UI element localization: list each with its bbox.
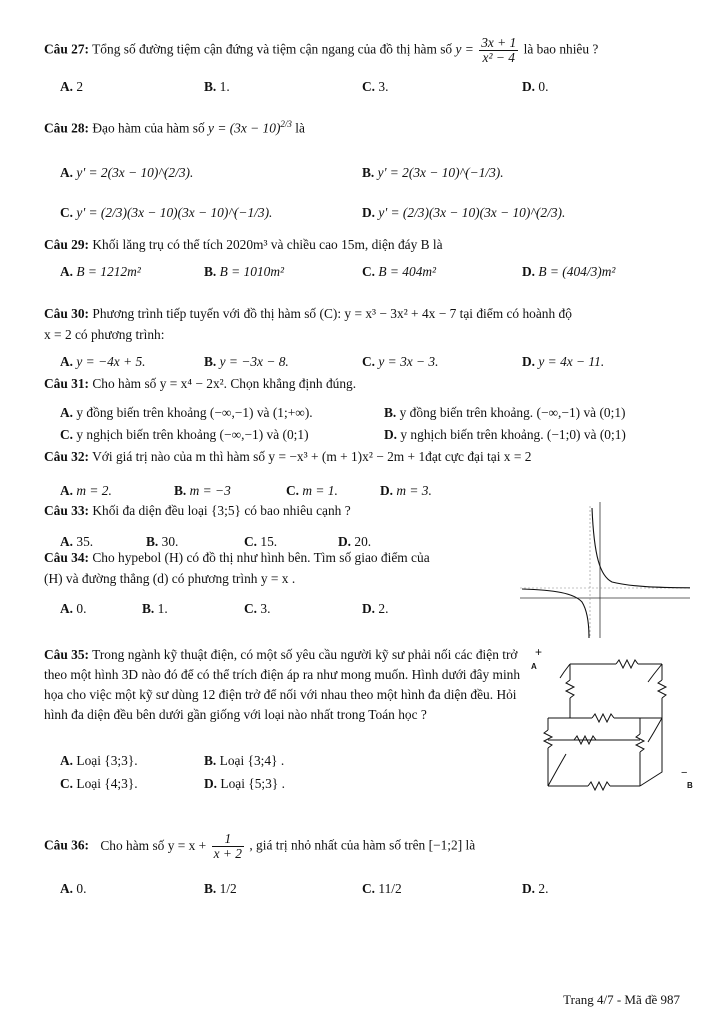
q36-option-a: A. 0. (60, 881, 87, 896)
resistor-front-bottom (588, 782, 610, 790)
q31-stem (44, 375, 356, 392)
q34-stem-line2: (H) và đường thẳng (d) có phương trình y = x . (44, 571, 296, 586)
q27-option-b: B. 1. (204, 79, 230, 94)
q30-stem-line1 (44, 305, 572, 322)
q33-option-a: A. 35. (60, 534, 94, 549)
hyperbola-left-branch (522, 589, 589, 638)
q34-option-a: A. 0. (60, 601, 87, 616)
resistor-front-right (636, 734, 644, 752)
resistor-cube-circuit (530, 642, 700, 802)
q34-stem-line1 (44, 549, 430, 566)
wire-back-bottom-extend (640, 718, 662, 786)
q30-option-b: B. y = −3x − 8. (204, 354, 289, 369)
page-footer: Trang 4/7 - Mã đề 987 (563, 992, 680, 1007)
q36-option-c: C. 11/2 (362, 881, 402, 896)
q28-exponent: 2/3 (280, 119, 292, 129)
q35-text: Trong ngành kỹ thuật điện, có một số yêu cầu người kỹ sư phải nối các điện trở theo một hình 3D nào đó để có thể trích điện áp ra như mong muốn. Hình dưới đây minh họa cho việc một kỹ sư dùng 12 điện trở để nối với nhau theo một hình đa diện đều. Hỏi hình đa diện đều bên dưới gần giống với loại nào nhất trong Toán học ? (44, 647, 521, 722)
resistor-back-bottom (592, 714, 614, 722)
q27-tail: là bao nhiêu ? (523, 41, 599, 57)
terminal-a-label: A (531, 662, 537, 671)
q27-denominator: x² − 4 (482, 50, 515, 65)
q32-label: Câu 32: (44, 449, 90, 464)
q36-numerator: 1 (212, 832, 244, 847)
q30-option-d: D. y = 4x − 11. (522, 354, 605, 369)
q28-label: Câu 28: (44, 120, 90, 136)
q28-text: Đạo hàm của hàm số (92, 120, 205, 136)
q35-option-a: A. Loại {3;3}. (60, 753, 138, 768)
q31-label: Câu 31: (44, 376, 90, 391)
q34-option-c: C. 3. (244, 601, 271, 616)
q35-label: Câu 35: (44, 647, 90, 662)
hyperbola-graph (514, 498, 694, 640)
q36-denominator: x + 2 (213, 846, 242, 861)
q27-option-a: A. 2 (60, 79, 84, 94)
q29-label: Câu 29: (44, 237, 90, 252)
q33-option-d: D. 20. (338, 534, 372, 549)
q27-stem (44, 36, 598, 65)
q27-numerator: 3x + 1 (481, 35, 517, 50)
q36-option-b: B. 1/2 (204, 881, 237, 896)
q28-option-c: C. y' = (2/3)(3x − 10)(3x − 10)^(−1/3). (60, 205, 273, 220)
q30-option-c: C. y = 3x − 3. (362, 354, 439, 369)
q28-tail: là (295, 120, 305, 136)
q31-option-b: B. y đồng biến trên khoảng. (−∞,−1) và (0;1) (384, 405, 626, 420)
q29-option-c: C. B = 404m² (362, 264, 437, 279)
resistor-back-right (658, 680, 666, 698)
q32-text: Với giá trị nào của m thì hàm số y = −x³ + (m + 1)x² − 2m + 1đạt cực đại tại x = 2 (92, 449, 532, 464)
q28-function: y = (3x − 10) (208, 120, 281, 136)
q28-option-d: D. y' = (2/3)(3x − 10)(3x − 10)^(2/3). (362, 205, 566, 220)
plus-terminal: + (535, 645, 543, 659)
q27-fraction (479, 36, 518, 65)
resistor-diagonal-br (648, 718, 662, 742)
q36-fraction (212, 832, 244, 861)
q33-text: Khối đa diện đều loại {3;5} có bao nhiêu cạnh ? (92, 503, 351, 518)
q33-option-b: B. 30. (146, 534, 179, 549)
q29-option-b: B. B = 1010m² (204, 264, 285, 279)
q33-label: Câu 33: (44, 503, 90, 518)
q28-option-b: B. y' = 2(3x − 10)^(−1/3). (362, 165, 504, 180)
resistor-back-left (566, 680, 574, 698)
q33-stem (44, 502, 351, 519)
resistor-diagonal-tl (560, 664, 570, 678)
q32-option-a: A. m = 2. (60, 483, 112, 498)
q33-option-c: C. 15. (244, 534, 278, 549)
q27-option-d: D. 0. (522, 79, 549, 94)
q31-option-c: C. y nghịch biến trên khoảng (−∞,−1) và (0;1) (60, 427, 309, 442)
q27-option-c: C. 3. (362, 79, 389, 94)
q29-option-a: A. B = 1212m² (60, 264, 141, 279)
q34-text1: Cho hypebol (H) có đồ thị như hình bên. Tìm số giao điểm của (92, 550, 430, 565)
minus-terminal: − (681, 767, 688, 779)
q35-option-b: B. Loại {3;4} . (204, 753, 285, 768)
q34-option-b: B. 1. (142, 601, 168, 616)
q28-stem (44, 116, 305, 136)
q32-stem (44, 448, 531, 465)
q36-label: Câu 36: (44, 837, 90, 853)
q34-label: Câu 34: (44, 550, 90, 565)
q36-stem (44, 832, 475, 861)
q27-text: Tổng số đường tiệm cận đứng và tiệm cận ngang của đồ thị hàm số (92, 41, 453, 57)
q30-text1: Phương trình tiếp tuyến với đồ thị hàm số (C): y = x³ − 3x² + 4x − 7 tại điểm có hoành độ (92, 306, 572, 321)
q36-option-d: D. 2. (522, 881, 549, 896)
q31-option-a: A. y đồng biến trên khoảng (−∞,−1) và (1;+∞). (60, 405, 313, 420)
q29-stem (44, 236, 443, 253)
q30-label: Câu 30: (44, 306, 90, 321)
q31-option-d: D. y nghịch biến trên khoảng. (−1;0) và (0;1) (384, 427, 626, 442)
resistor-diagonal-tr (648, 664, 662, 682)
resistor-diagonal-bl (548, 754, 566, 786)
q29-option-d: D. B = (404/3)m² (522, 264, 616, 279)
q34-option-d: D. 2. (362, 601, 389, 616)
q27-fn-left: y = (455, 41, 474, 57)
q32-option-c: C. m = 1. (286, 483, 338, 498)
q30-option-a: A. y = −4x + 5. (60, 354, 146, 369)
q29-text: Khối lăng trụ có thể tích 2020m³ và chiều cao 15m, diện đáy B là (92, 237, 443, 252)
hyperbola-right-branch (592, 508, 690, 588)
q28-option-a: A. y' = 2(3x − 10)^(2/3). (60, 165, 194, 180)
q31-text: Cho hàm số y = x⁴ − 2x². Chọn khẳng định đúng. (92, 376, 357, 391)
resistor-back-top (616, 660, 638, 668)
q27-label: Câu 27: (44, 41, 90, 57)
q36-text-post: , giá trị nhỏ nhất của hàm số trên [−1;2] là (249, 837, 476, 853)
q32-option-b: B. m = −3 (174, 483, 231, 498)
q35-stem (44, 645, 530, 725)
resistor-front-left (544, 730, 552, 748)
q36-text-pre: Cho hàm số y = x + (100, 837, 207, 853)
q35-option-d: D. Loại {5;3} . (204, 776, 285, 791)
q32-option-d: D. m = 3. (380, 483, 432, 498)
q30-stem-line2: x = 2 có phương trình: (44, 327, 165, 342)
q35-option-c: C. Loại {4;3}. (60, 776, 138, 791)
terminal-b-label: B (687, 781, 693, 790)
